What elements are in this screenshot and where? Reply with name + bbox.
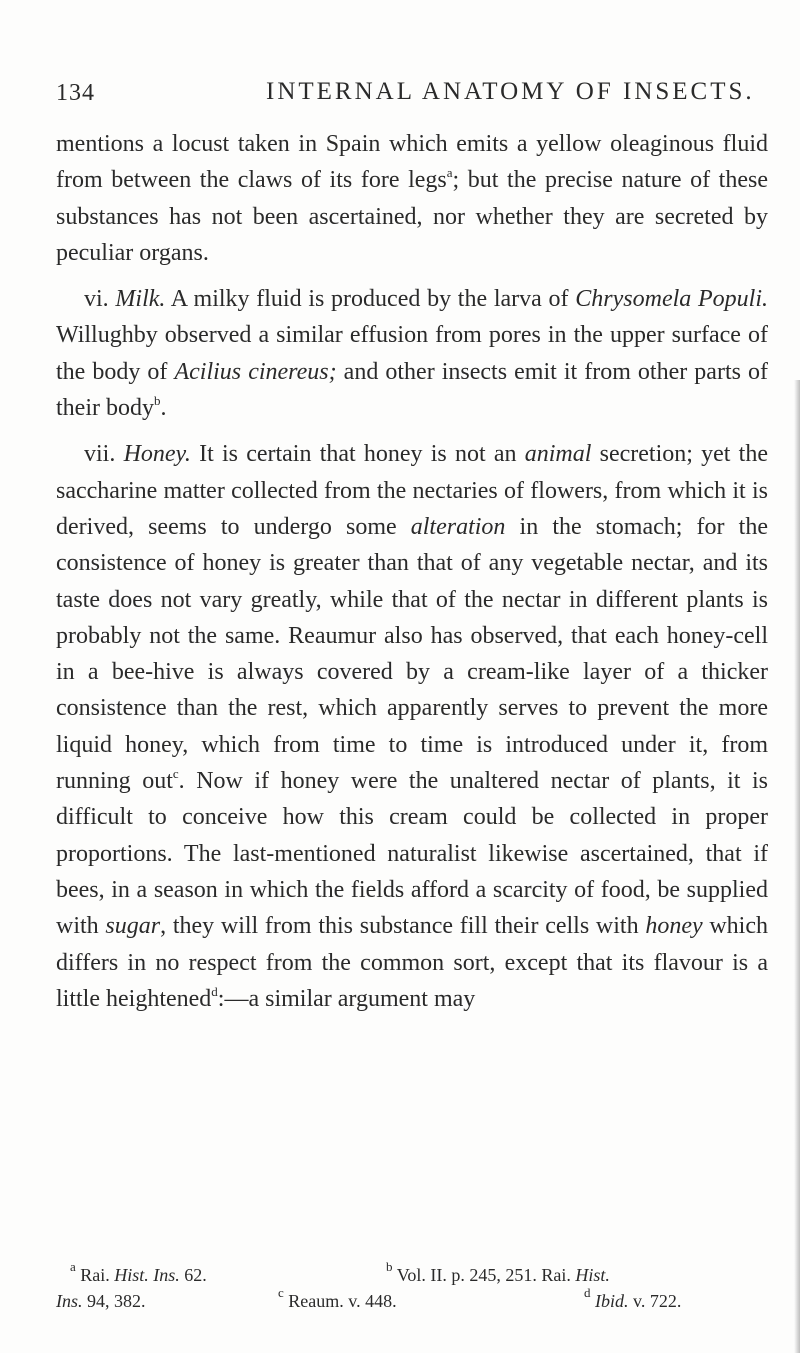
section-heading-honey: Honey. [123,441,191,468]
emphasis: sugar [105,913,161,940]
species-name: Chrysomela Populi. [575,286,768,313]
footnote-ref-d[interactable]: d [211,983,218,999]
paragraph-continuation: mentions a locust taken in Spain which emits a yellow oleaginous fluid from between the claws of its fore legs$^a$; but the precise nature of these substances has not been ascertained, nor whether they are secreted by peculiar organs. [56,131,768,266]
body-text [56,126,768,1017]
running-head [56,72,755,112]
paragraph-milk: vi. Milk. A milky fluid is produced by the larva of Chrysomela Populi. Willughby observed a similar effusion from pores in the upper surface of the body of Acilius cinereus; and other insects emit it from other parts of their body$^b$. [56,286,769,422]
footnote-b-continued: Ins. 94, 382. [56,1291,146,1311]
footnote-a: $^a$ Rai. Hist. Ins. 62. [70,1259,207,1285]
footnote-row [56,1285,768,1314]
species-name: Acilius cinereus; [174,358,337,385]
section-heading-milk: Milk. [115,286,166,313]
footnotes [56,1259,768,1314]
footnote-c: $^c$ Reaum. v. 448. [278,1285,397,1311]
emphasis: honey [645,913,703,940]
footnote-d: $^d$ Ibid. v. 722. [584,1285,682,1311]
scan-shadow-edge [794,380,800,1353]
footnote-ref-c[interactable]: c [172,766,179,782]
page-number: 134 [56,80,95,106]
footnote-ref-a[interactable]: a [446,165,453,181]
paragraph-honey: vii. Honey. It is certain that honey is not an animal secretion; yet the saccharine matter collected from the nectaries of flowers, from which it is derived, seems to undergo some alteration in the stomach; for the consistence of honey is greater than that of any vegetable nectar, and its taste does not vary greatly, while that of the nectar in different plants is probably not the same. Reaumur also has observed, that each honey-cell in a bee-hive is always covered by a cream-like layer of a thicker consistence than the rest, which apparently serves to prevent the more liquid honey, which from time to time is introduced under it, from running out$^c$. Now if honey were the unaltered nectar of plants, it is difficult to conceive how this cream could be collected in proper proportions. The last-mentioned naturalist likewise ascertained, that if bees, in a season in which the fields afford a scarcity of food, be supplied with sugar, they will from this substance fill their cells with honey which differs in no respect from the common sort, except that its flavour is a little heightened$^d$:—a similar argument may [56,441,769,1012]
footnote-row [56,1259,768,1288]
footnote-b: $^b$ Vol. II. p. 245, 251. Rai. Hist. [386,1259,610,1285]
footnote-ref-b[interactable]: b [153,393,161,409]
emphasis: animal [524,441,592,468]
running-title: INTERNAL ANATOMY OF INSECTS. [266,78,755,105]
emphasis: alteration [410,513,506,540]
